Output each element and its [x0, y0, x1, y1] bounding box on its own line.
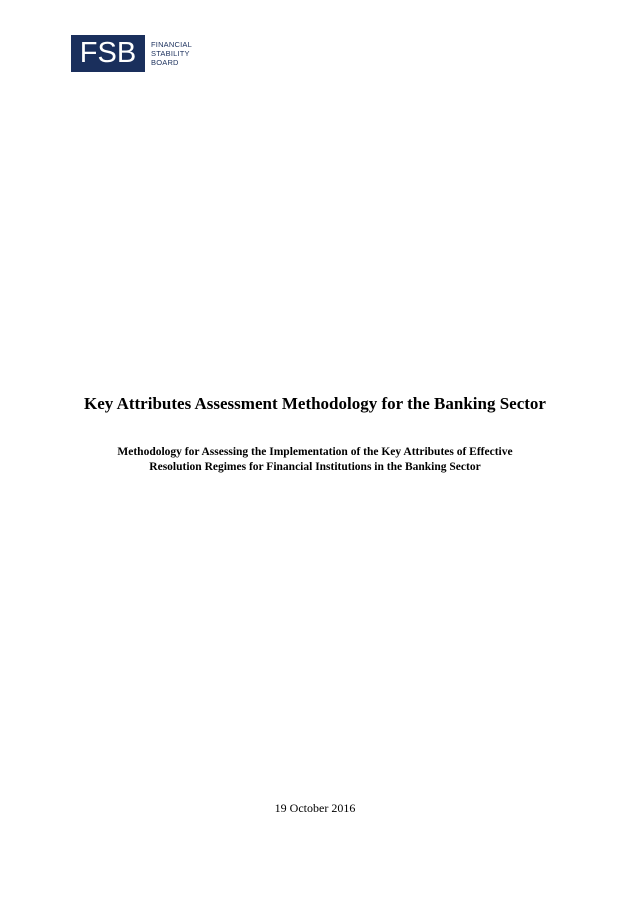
- document-date: 19 October 2016: [274, 801, 356, 815]
- logo-wordmark: [151, 40, 192, 67]
- logo-mark: FSB: [71, 35, 145, 72]
- document-title: Key Attributes Assessment Methodology for the Banking Sector: [84, 394, 546, 413]
- subtitle-line-2: Resolution Regimes for Financial Institutions in the Banking Sector: [149, 461, 481, 473]
- logo-line-board: BOARD: [151, 58, 179, 67]
- document-subtitle: [0, 445, 630, 475]
- fsb-logo: [71, 35, 192, 72]
- logo-line-financial: FINANCIAL: [151, 40, 192, 49]
- subtitle-line-1: Methodology for Assessing the Implementation of the Key Attributes of Effective: [117, 446, 513, 458]
- logo-line-stability: STABILITY: [151, 49, 190, 58]
